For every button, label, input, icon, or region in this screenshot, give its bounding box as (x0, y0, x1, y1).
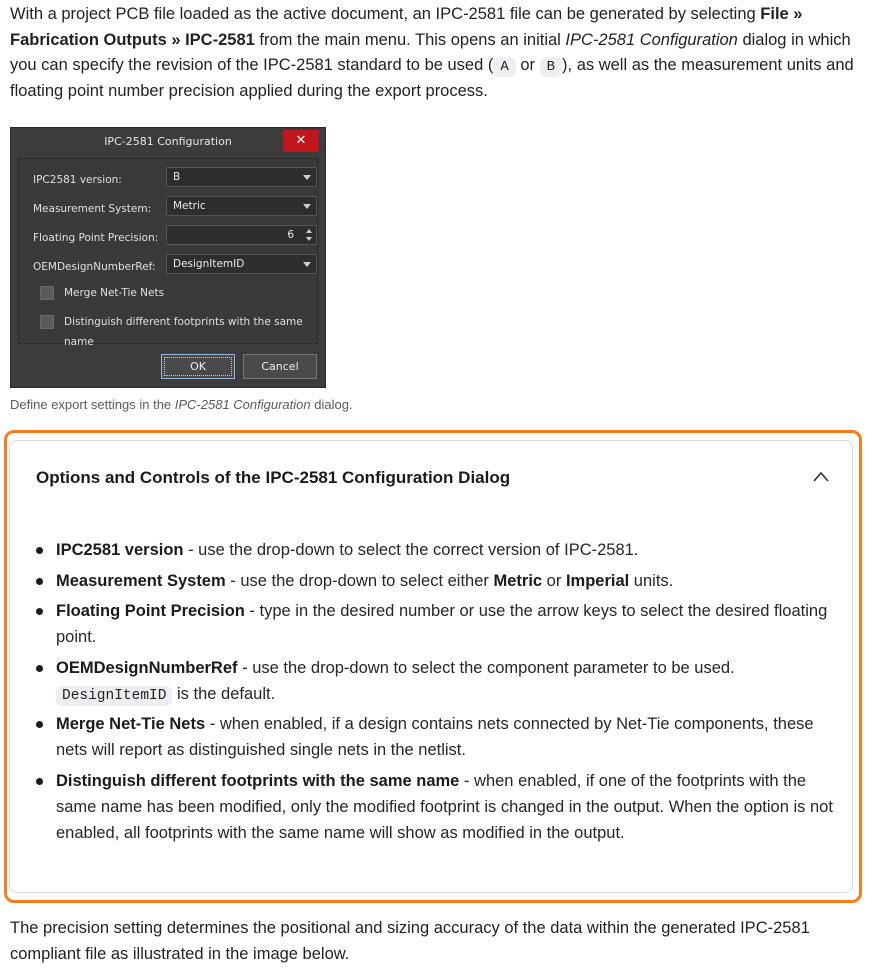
list-item: IPC2581 version - use the drop-down to select the correct version of IPC-2581. (36, 537, 836, 563)
merge-checkbox[interactable] (40, 286, 54, 300)
oem-select[interactable]: DesignItemID (166, 254, 317, 274)
version-label: IPC2581 version: (33, 174, 122, 186)
options-title[interactable]: Options and Controls of the IPC-2581 Configuration Dialog (36, 468, 511, 487)
version-select[interactable]: B (166, 167, 317, 187)
chevron-down-icon (303, 204, 311, 209)
ok-button[interactable]: OK (161, 354, 235, 379)
dialog-title: IPC-2581 Configuration (104, 135, 232, 148)
measurement-label: Measurement System: (33, 203, 152, 215)
precision-stepper[interactable]: 6 (166, 225, 317, 245)
outro-paragraph: The precision setting determines the positional and sizing accuracy of the data within the generated IPC-2581 compliant file as illustrated in the image below. (10, 919, 810, 963)
list-item: OEMDesignNumberRef - use the drop-down to select the component parameter to be used. DesignItemID is the default. (36, 655, 836, 707)
spin-up-icon[interactable] (306, 229, 312, 233)
options-collapsible (9, 440, 853, 893)
precision-label: Floating Point Precision: (33, 232, 159, 244)
merge-label: Merge Net-Tie Nets (64, 287, 165, 299)
rev-b-code: B (540, 57, 562, 77)
chevron-up-icon[interactable] (812, 468, 830, 486)
close-icon[interactable]: ✕ (283, 130, 319, 152)
list-item: Distinguish different footprints with the same name - when enabled, if one of the footprints with the same name has been modified, only the modified footprint is changed in the output. When the option is not enabled, all footprints with the same name will show as modified in the output. (36, 768, 836, 846)
ipc2581-dialog-screenshot (10, 127, 326, 388)
cancel-button[interactable]: Cancel (243, 354, 317, 379)
menu-path: File » Fabrication Outputs » IPC-2581 (10, 5, 803, 49)
spin-down-icon[interactable] (306, 237, 312, 241)
chevron-down-icon (303, 262, 311, 267)
distinguish-label: Distinguish different footprints with the same name (64, 316, 303, 348)
design-item-id-code: DesignItemID (56, 686, 172, 706)
rev-a-code: A (493, 57, 515, 77)
oem-label: OEMDesignNumberRef: (33, 261, 156, 273)
list-item: Measurement System - use the drop-down to select either Metric or Imperial units. (36, 568, 836, 594)
image-caption: Define export settings in the IPC-2581 Configuration dialog. (10, 397, 353, 412)
list-item: Merge Net-Tie Nets - when enabled, if a design contains nets connected by Net-Tie components, these nets will report as distinguished single nets in the netlist. (36, 711, 836, 763)
distinguish-checkbox[interactable] (40, 315, 54, 329)
list-item: Floating Point Precision - type in the desired number or use the arrow keys to select the desired floating point. (36, 598, 836, 650)
dialog-panel (18, 158, 318, 348)
chevron-down-icon (303, 175, 311, 180)
intro-paragraph: With a project PCB file loaded as the active document, an IPC-2581 file can be generated by selecting File » Fabrication Outputs » IPC-2581 from the main menu. This opens an initial IPC-2581 Configuration dialog in which you can specify the revision of the IPC-2581 standard to be used ( A or B ), as well as the measurement units and floating point number precision applied during the export process. (10, 5, 854, 100)
dialog-name: IPC-2581 Configuration (565, 30, 738, 49)
options-list (36, 537, 836, 850)
measurement-select[interactable]: Metric (166, 196, 317, 216)
